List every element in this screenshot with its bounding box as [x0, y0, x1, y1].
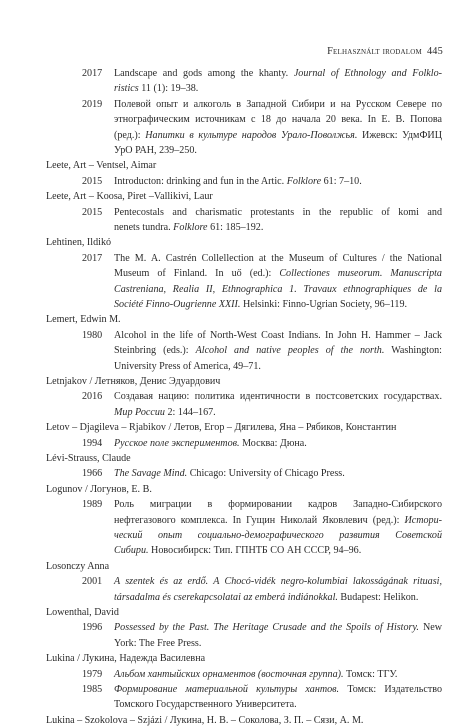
bib-text: Мир России 2: 144–167. [114, 406, 216, 418]
bib-text: Томского Государственного Университета. [114, 699, 297, 711]
bib-year: 1980 [82, 329, 103, 341]
bib-text: Possessed by the Past. The Heritage Crusade and the Spoils of History. New [114, 622, 442, 634]
bib-text: ristics 11 (1): 19–38. [114, 83, 199, 95]
section-title: Felhasznált irodalom [327, 46, 422, 57]
bib-author: Leete, Art – Koosa, Piret –Vallikivi, Laur [46, 191, 213, 203]
bib-author: Losonczy Anna [46, 560, 110, 572]
bib-italic-text: Folklore [173, 222, 208, 233]
bib-italic-text: The Savage Mind. [114, 468, 188, 480]
bib-text: Landscape and gods among the khanty. Journal of Ethnology and Folklo- [114, 68, 442, 79]
bib-text [114, 530, 442, 542]
bib-text: Формирование материальной культуры хантов. Томск: Издательство [114, 684, 443, 695]
bib-text: УрО РАН, 239–250. [114, 145, 197, 156]
bib-author: Lukina – Szokolova – Szjázi / Лукина, Н. В. – Соколова, З. П. – Сязи, А. М. [46, 714, 364, 726]
bib-year: 2017 [82, 68, 103, 79]
bib-text: Steinbring (eds.): Alcohol and native peoples of the north. Washington: [114, 345, 442, 357]
bib-text: The M. A. Castrén Collellection at the Museum of Cultures / the National [114, 252, 442, 264]
bib-italic-text: Истори- [404, 514, 442, 526]
bib-year: 1979 [82, 668, 103, 680]
bib-italic-text: Русское поле экспериментов. [114, 437, 240, 449]
bib-year: 1989 [82, 499, 103, 511]
bib-italic-text: Альбом хантыйских орнаментов (восточная группа). [114, 668, 344, 680]
bib-year: 1994 [82, 437, 103, 449]
running-header [327, 46, 443, 57]
bib-year: 2016 [82, 391, 103, 403]
bib-text: Альбом хантыйских орнаментов (восточная группа). Томск: ТГУ. [114, 668, 398, 680]
bib-text: этнографическим источникам с 18 до начала 20 века. In Е. В. Попова [114, 114, 442, 126]
bib-year: 2015 [82, 206, 103, 218]
bib-text: nenets tundra. Folklore 61: 185–192. [114, 222, 264, 233]
bib-text: Introducton: drinking and fun in the Artic. Folklore 61: 7–10. [114, 175, 362, 187]
bib-year: 2001 [82, 576, 103, 588]
bib-italic-text: Alcohol and native peoples of the north. [195, 345, 385, 357]
bib-text: University Press of America, 49–71. [114, 360, 261, 372]
bib-text: Alcohol in the life of North-West Coast Indians. In John H. Hammer – Jack [114, 329, 442, 341]
bib-italic-text: Напитки в культуре народов Урало-Поволжья. [145, 129, 358, 141]
bib-author: Lowenthal, David [46, 607, 119, 618]
bib-year: 1966 [82, 468, 103, 480]
bib-text: Pentecostals and charismatic protestants in the republic of komi and [114, 206, 442, 218]
bib-italic-text: Мир России [114, 406, 165, 418]
bib-year: 2019 [82, 98, 103, 110]
bib-italic-text: Сибири. [114, 545, 149, 557]
bib-author: Letnjakov / Летняков, Денис Эдуардович [46, 376, 221, 387]
bib-text [114, 576, 442, 588]
bib-text: társadalma és cserekapcsolatai az emberá indiánokkal. Budapest: Helikon. [114, 591, 419, 603]
bib-author: Lukina / Лукина, Надежда Василевна [46, 653, 206, 665]
bib-text: (ред.): Напитки в культуре народов Урало-Поволжья. Ижевск: УдмФИЦ [114, 129, 442, 141]
bib-italic-text: Société Finno-Ougrienne XXII. [114, 299, 241, 310]
bib-italic-text: A szentek és az erdő. A Chocó-vidék negro-kolumbiai lakosságának rituasi, [114, 576, 442, 588]
bib-text: Société Finno-Ougrienne XXII. Helsinki: Finno-Ugrian Society, 96–119. [114, 299, 408, 310]
bib-text: York: The Free Press. [114, 637, 202, 649]
bib-italic-text: Castreniana, Realia II, Ethnographica 1. Travaux ethnographiques de la [114, 283, 442, 295]
bib-author: Letov – Djagileva – Rjabikov / Летов, Егор – Дягилева, Яна – Рябиков, Константин [46, 422, 397, 434]
bib-italic-text: Journal of Ethnology and Folklo- [293, 68, 442, 79]
bib-italic-text: Формирование материальной культуры хантов. [114, 684, 340, 695]
bib-text: Русское поле экспериментов. Москва: Дюна. [114, 437, 307, 449]
bib-text: The Savage Mind. Chicago: University of Chicago Press. [114, 468, 345, 480]
bib-text: Создавая нацию: политика идентичности в постсоветских государствах. [114, 391, 442, 403]
bib-author: Lemert, Edwin M. [46, 314, 121, 326]
bib-text: нефтегазового комплекса. In Гущин Николай Яковлевич (ред.): Истори- [114, 514, 442, 526]
bib-italic-text: társadalma és cserekapcsolatai az emberá indiánokkal. [114, 591, 338, 603]
bib-italic-text: ческий опыт социально-демографического развития Советской [114, 530, 442, 541]
bib-author: Lehtinen, Ildikó [46, 237, 112, 249]
bib-author: Lévi-Strauss, Claude [46, 453, 131, 464]
bib-text: Полевой опыт и алкоголь в Западной Сибири и на Русском Севере по [114, 98, 442, 110]
bib-year: 2017 [82, 252, 103, 264]
bib-author: Logunov / Логунов, Е. В. [46, 483, 152, 495]
bib-year: 2015 [82, 175, 103, 187]
bib-year: 1985 [82, 684, 103, 695]
page-number: 445 [426, 46, 443, 57]
bib-italic-text: ristics [114, 83, 139, 95]
bib-year: 1996 [82, 622, 103, 634]
bib-text: Роль миграции в формировании кадров Западно-Сибирского [114, 499, 442, 511]
bib-italic-text: Possessed by the Past. The Heritage Crusade and the Spoils of History. [114, 622, 419, 634]
bib-italic-text: Folklore [286, 175, 322, 187]
bib-author: Leete, Art – Ventsel, Aimar [46, 160, 157, 172]
bib-text: Museum of Finland. In uő (ed.): Collectiones museorum. Manuscripta [114, 268, 442, 280]
bib-text [114, 284, 442, 296]
bib-text: Сибири. Новосибирск: Тип. ГПНТБ СО АН СССР, 94–96. [114, 545, 362, 557]
bib-italic-text: Collectiones museorum. Manuscripta [279, 268, 442, 280]
